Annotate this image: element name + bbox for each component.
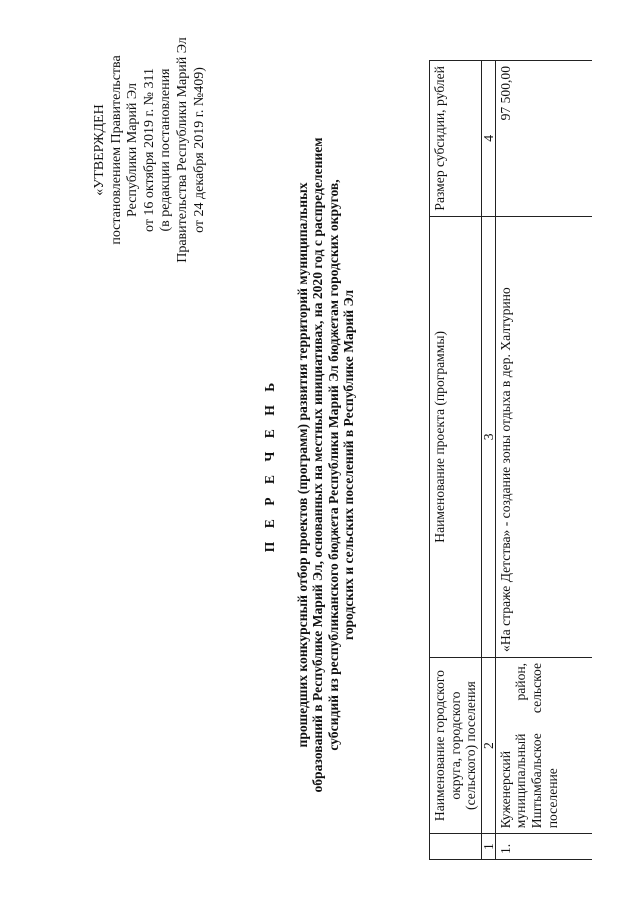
- header-number: [430, 834, 482, 860]
- row-municipality: Куженерский муниципальный район, Иштымбальское сельское поселение: [495, 657, 592, 833]
- document-title: П Е Р Е Ч Е Н Ь: [262, 377, 277, 553]
- table-header-row: [430, 61, 482, 860]
- projects-table: [429, 60, 592, 860]
- heading-line: прошедших конкурсный отбор проектов (программ) развития территорий муниципальных: [294, 182, 310, 748]
- header-amount: Размер субсидии, рублей: [430, 61, 482, 217]
- table-row: [495, 61, 592, 860]
- approval-line: от 16 октября 2019 г. № 311: [141, 68, 157, 232]
- column-numbers-row: [481, 61, 495, 860]
- row-number: 1.: [495, 834, 592, 860]
- approval-line: постановлением Правительства: [108, 55, 124, 245]
- heading-line: городских и сельских поселений в Республике Марий Эл: [341, 289, 357, 641]
- approval-line: Правительства Республики Марий Эл: [174, 37, 190, 263]
- approval-line: «УТВЕРЖДЕН: [92, 104, 107, 196]
- document-heading: [262, 115, 357, 815]
- row-project: «На страже Детства» - создание зоны отдыха в дер. Халтурино: [495, 216, 592, 657]
- header-project: Наименование проекта (программы): [430, 216, 482, 657]
- approval-line: (в редакции постановления: [158, 68, 174, 232]
- approval-line: от 24 декабря 2019 г. №409): [191, 67, 207, 233]
- column-number: 3: [481, 216, 495, 657]
- approval-stamp: [92, 10, 208, 290]
- approval-line: Республики Марий Эл: [125, 83, 141, 217]
- heading-line: образований в Республике Марий Эл, основанных на местных инициативах, на 2020 год с распределением: [310, 137, 326, 793]
- column-number: 2: [481, 657, 495, 833]
- column-number: 1: [481, 834, 495, 860]
- heading-line: субсидий из республиканского бюджета Республики Марий Эл бюджетам городских округов,: [325, 179, 341, 751]
- header-municipality: Наименование городского округа, городского (сельского) поселения: [430, 657, 482, 833]
- column-number: 4: [481, 61, 495, 217]
- row-amount: 97 500,00: [495, 61, 592, 217]
